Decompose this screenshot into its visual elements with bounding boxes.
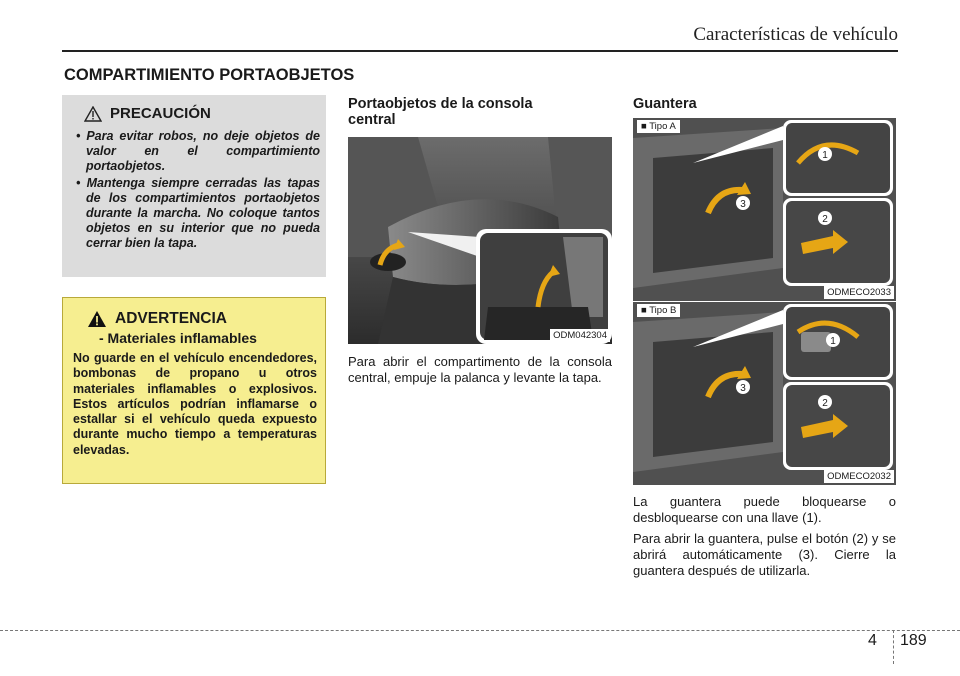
type-a-image-code: ODMECO2033 bbox=[824, 286, 894, 299]
caution-triangle-icon bbox=[84, 106, 102, 122]
warning-subtitle: - Materiales inflamables bbox=[99, 330, 257, 346]
warning-title: ADVERTENCIA bbox=[115, 310, 227, 327]
glovebox-heading: Guantera bbox=[633, 96, 697, 112]
running-header-title: Características de vehículo bbox=[693, 24, 898, 45]
console-instructions: Para abrir el compartimento de la consola central, empuje la palanca y levante la tapa. bbox=[348, 354, 612, 385]
console-illustration bbox=[348, 137, 612, 344]
page-number-divider bbox=[893, 630, 894, 664]
page-number: 189 bbox=[900, 632, 927, 649]
console-image-code: ODM042304 bbox=[550, 329, 610, 342]
glovebox-photo-type-a bbox=[633, 118, 896, 301]
callout-3: 3 bbox=[740, 383, 746, 394]
warning-triangle-icon bbox=[87, 310, 107, 328]
glovebox-b-illustration bbox=[633, 302, 896, 485]
glovebox-paragraph-1: La guantera puede bloquearse o desbloquearse con una llave (1). bbox=[633, 494, 896, 525]
precaution-header bbox=[84, 105, 211, 122]
precaution-item: • Para evitar robos, no deje objetos de valor en el compartimiento portaobjetos. bbox=[76, 129, 320, 173]
glovebox-paragraph-2: Para abrir la guantera, pulse el botón (2) y se abrirá automáticamente (3). Cierre la guantera después de utilizarla. bbox=[633, 531, 896, 578]
chapter-number: 4 bbox=[868, 632, 877, 649]
footer-rule bbox=[0, 630, 960, 631]
warning-header bbox=[87, 310, 227, 328]
type-b-label: ■ Tipo B bbox=[637, 304, 680, 317]
callout-3: 3 bbox=[740, 199, 746, 210]
precaution-title: PRECAUCIÓN bbox=[110, 105, 211, 122]
type-b-image-code: ODMECO2032 bbox=[824, 470, 894, 483]
warning-body: No guarde en el vehículo encendedores, bombonas de propano u otros materiales inflamables o explosivos. Estos artículos podrían inflamarse o estallar si el vehículo queda expuesto durante mucho tiempo a temperaturas elevadas. bbox=[73, 351, 317, 457]
callout-2: 2 bbox=[822, 214, 828, 225]
type-a-label: ■ Tipo A bbox=[637, 120, 680, 133]
glovebox-a-illustration bbox=[633, 118, 896, 301]
header-rule bbox=[62, 50, 898, 52]
precaution-box bbox=[62, 95, 326, 277]
callout-1: 1 bbox=[822, 150, 828, 161]
callout-2: 2 bbox=[822, 398, 828, 409]
warning-box bbox=[62, 297, 326, 484]
precaution-item: • Mantenga siempre cerradas las tapas de los compartimientos portaobjetos durante la marcha. No coloque tantos objetos en su interior que no pueda cerrar bien la tapa. bbox=[76, 176, 321, 250]
console-photo bbox=[348, 137, 612, 344]
glovebox-photo-type-b bbox=[633, 302, 896, 485]
console-heading: Portaobjetos de la consola central bbox=[348, 96, 533, 128]
section-title: COMPARTIMIENTO PORTAOBJETOS bbox=[64, 66, 355, 84]
precaution-list bbox=[72, 129, 320, 253]
callout-1: 1 bbox=[830, 336, 836, 347]
